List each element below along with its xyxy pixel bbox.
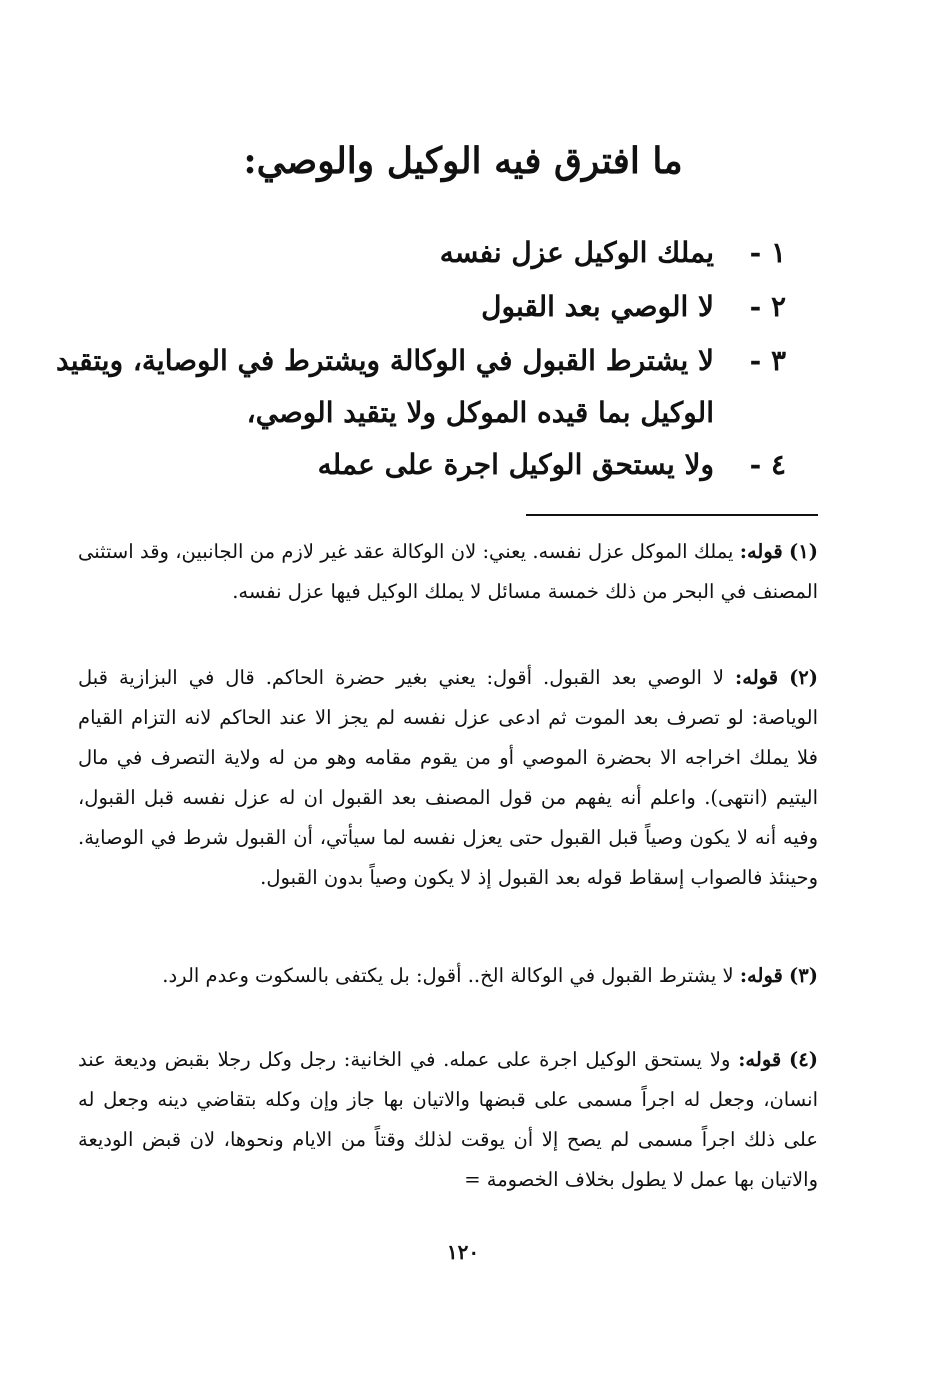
footnote-ref: (١) xyxy=(789,540,818,563)
item-text: الوكيل بما قيده الموكل ولا يتقيد الوصي، xyxy=(246,396,714,429)
footnote-ref: (٤) xyxy=(789,1048,818,1071)
item-number: ١ - xyxy=(749,236,786,269)
footnote xyxy=(78,532,818,612)
footnote-label: قوله: xyxy=(739,540,783,563)
footnote-label: قوله: xyxy=(739,964,783,987)
footnote-separator xyxy=(526,514,818,516)
item-text: لا الوصي بعد القبول xyxy=(481,290,714,323)
footnote xyxy=(78,1040,818,1200)
list-item xyxy=(440,236,786,269)
footnote-text: لا يشترط القبول في الوكالة الخ.. أقول: بل يكتفى بالسكوت وعدم الرد. xyxy=(162,964,734,987)
footnote-text: ولا يستحق الوكيل اجرة على عمله. في الخانية: رجل وكل رجلا بقبض وديعة عند انسان، وجعل له اجراً مسمى على قبضها والاتيان بها جاز وإن وكله بتقاضي دينه وجعل له على ذلك اجراً مسمى لم يصح إلا أن يوقت لذلك وقتاً من الايام ونحوها، لان قبض الوديعة والاتيان بها عمل لا يطول بخلاف الخصومة = xyxy=(78,1048,818,1191)
list-item xyxy=(318,448,786,481)
list-item xyxy=(56,344,786,377)
item-text: يملك الوكيل عزل نفسه xyxy=(439,236,714,269)
footnote-ref: (٣) xyxy=(789,964,818,987)
footnote-text: لا الوصي بعد القبول. أقول: يعني بغير حضرة الحاكم. قال في البزازية قبل الوياصة: لو تصرف بعد الموت ثم ادعى عزل نفسه لم يجز الا عند الحاكم لانه التزام القيام فلا يملك اخراجه الا بحضرة الموصي أو من يقوم مقامه وهو من له ولاية التصرف في مال اليتيم (انتهى). واعلم أنه يفهم من قول المصنف بعد القبول ان له عزل نفسه قبل القبول، وفيه أنه لا يكون وصياً قبل القبول حتى يعزل نفسه لما سيأتي، أن القبول شرط في الوصاية. وحينئذ فالصواب إسقاط قوله بعد القبول إذ لا يكون وصياً بدون القبول. xyxy=(78,666,818,889)
item-number: ٢ - xyxy=(749,290,786,323)
footnote-text: يملك الموكل عزل نفسه. يعني: لان الوكالة عقد غير لازم من الجانبين، وقد استثنى المصنف في البحر من ذلك خمسة مسائل لا يملك الوكيل فيها عزل نفسه. xyxy=(78,540,818,603)
item-text: ولا يستحق الوكيل اجرة على عمله xyxy=(317,448,714,481)
footnote xyxy=(78,956,818,996)
item-number: ٤ - xyxy=(749,448,786,481)
item-text: لا يشترط القبول في الوكالة ويشترط في الوصاية، ويتقيد xyxy=(56,344,714,377)
item-number: ٣ - xyxy=(749,344,786,377)
page-number: ١٢٠ xyxy=(446,1240,480,1264)
footnote-label: قوله: xyxy=(738,1048,782,1071)
footnote-label: قوله: xyxy=(735,666,779,689)
section-title: ما افترق فيه الوكيل والوصي: xyxy=(243,140,683,182)
footnote xyxy=(78,658,818,898)
list-item xyxy=(481,290,786,323)
footnote-ref: (٢) xyxy=(789,666,819,689)
list-item-continuation xyxy=(247,396,714,429)
